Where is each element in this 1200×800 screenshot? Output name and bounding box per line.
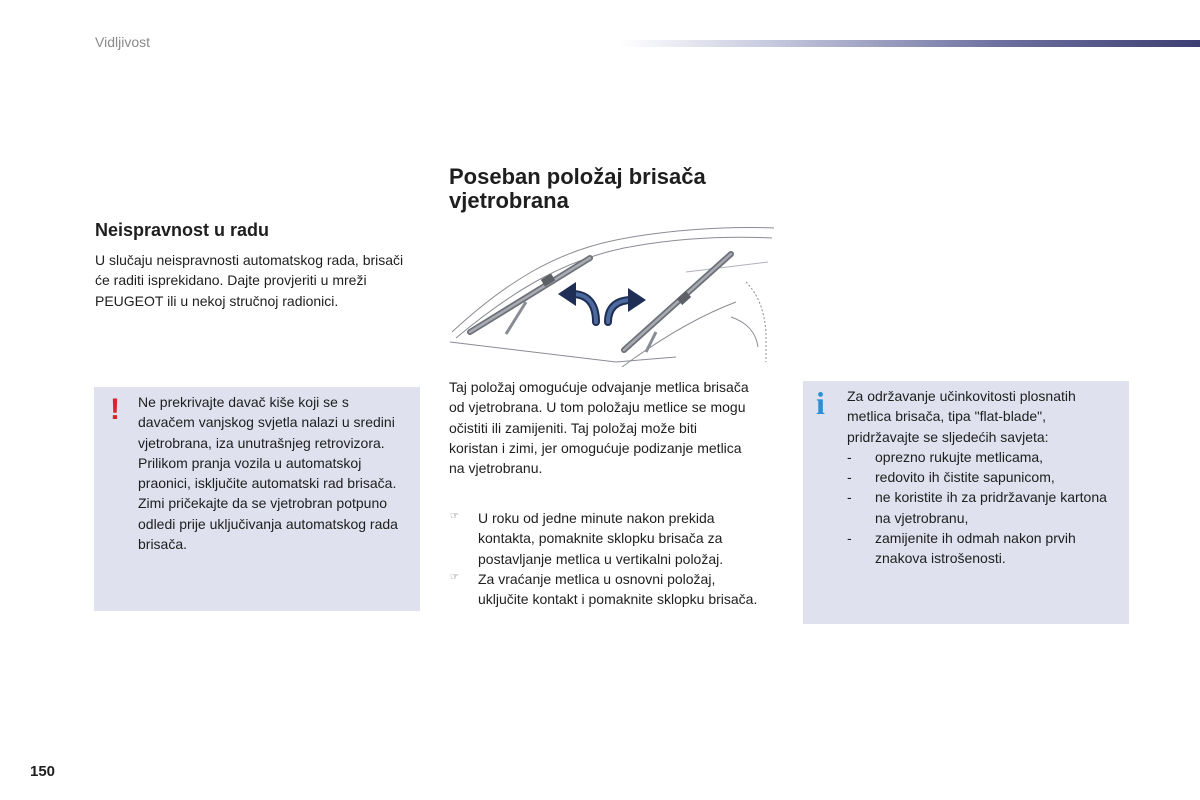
info-intro: Za održavanje učinkovitosti plosnatih metlica brisača, tipa "flat-blade", pridržavajte se sljedećih savjeta: bbox=[847, 388, 1076, 445]
pointing-hand-icon: ☞ bbox=[450, 511, 459, 522]
step-text: U roku od jedne minute nakon prekida kontakta, pomaknite sklopku brisača za postavljanje metlica u vertikalni položaj. bbox=[478, 510, 724, 567]
steps-list bbox=[449, 508, 759, 609]
info-list-item: - redovito ih čistite sapunicom, bbox=[847, 467, 1117, 487]
malfunction-paragraph: U slučaju neispravnosti automatskog rada, brisači će raditi isprekidano. Dajte provjeriti u mreži PEUGEOT ili u nekoj stručnoj radionici. bbox=[95, 252, 404, 309]
wiper-illustration bbox=[446, 222, 776, 367]
step-item bbox=[449, 569, 759, 610]
lift-arrow-left bbox=[558, 282, 596, 322]
info-list-item: - oprezno rukujte metlicama, bbox=[847, 447, 1117, 467]
warning-notice-box bbox=[94, 387, 420, 611]
warning-exclamation-icon: ! bbox=[110, 393, 120, 426]
info-notice-box bbox=[803, 381, 1129, 624]
page-heading: Poseban položaj brisača vjetrobrana bbox=[449, 164, 706, 213]
malfunction-heading: Neispravnost u radu bbox=[95, 220, 270, 240]
section-title: Vidljivost bbox=[95, 34, 150, 50]
info-content bbox=[847, 386, 1117, 569]
position-intro-text: Taj položaj omogućuje odvajanje metlica brisača od vjetrobrana. U tom položaju metlice se mogu očistiti ili zamijeniti. Taj položaj može biti koristan i zimi, jer omogućuje podizanje metlica na vjetrobranu. bbox=[449, 379, 749, 477]
info-list bbox=[847, 447, 1117, 569]
header-gradient-bar bbox=[620, 40, 1200, 47]
info-list-item: - ne koristite ih za pridržavanje kartona na vjetrobranu, bbox=[847, 487, 1117, 528]
info-icon: i bbox=[816, 385, 825, 421]
warning-text: Ne prekrivajte davač kiše koji se s davačem vanjskog svjetla nalazi u sredini vjetrobrana, iza unutrašnjeg retrovizora. Prilikom pranja vozila u automatskoj praonici, isključite automatski rad brisača. Zimi pričekajte da se vjetrobran potpuno odledi prije uključivanja automatskog rada brisača. bbox=[138, 394, 398, 553]
pointing-hand-icon: ☞ bbox=[450, 571, 459, 583]
step-text: Za vraćanje metlica u osnovni položaj, uključite kontakt i pomaknite sklopku brisača. bbox=[478, 570, 758, 608]
info-list-item: - zamijenite ih odmah nakon prvih znakova istrošenosti. bbox=[847, 528, 1117, 569]
lift-arrow-right bbox=[608, 288, 646, 322]
page-number: 150 bbox=[30, 763, 56, 780]
step-item bbox=[449, 508, 759, 569]
